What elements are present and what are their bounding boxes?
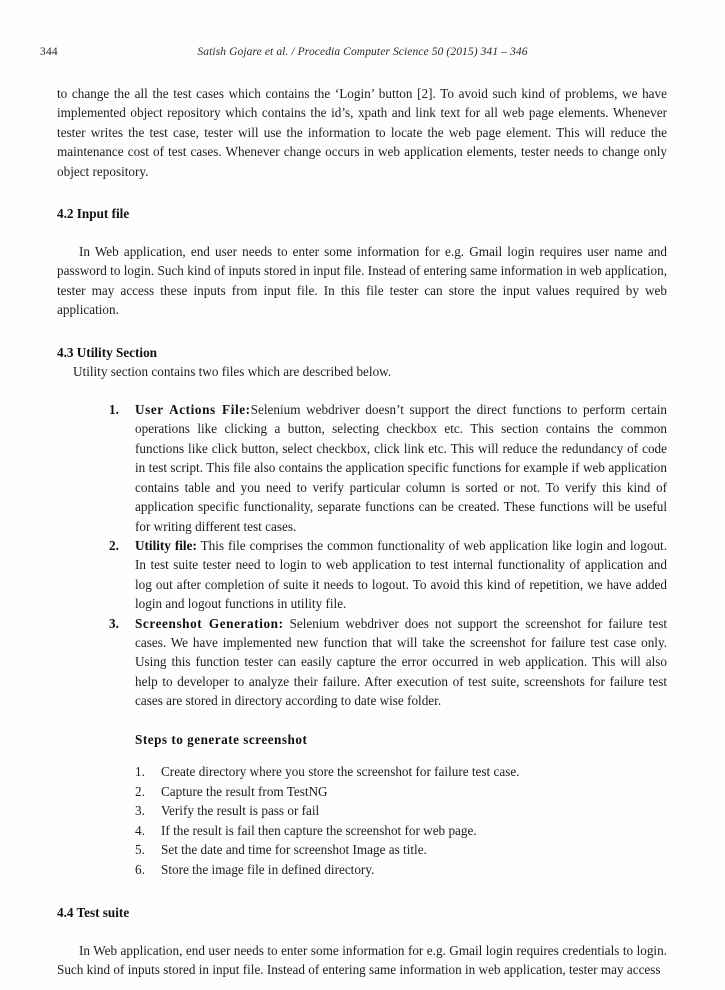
- list-item: [135, 840, 667, 860]
- paragraph-test-suite: In Web application, end user needs to enter some information for e.g. Gmail login requires credentials to login. Such kind of inputs stored in input file. Instead of entering same information in web application, tester may access: [57, 942, 667, 977]
- step-text: Verify the result is pass or fail: [161, 803, 320, 819]
- list-item: [135, 860, 667, 880]
- list-item-lead: User Actions File:: [135, 402, 251, 418]
- list-item: [135, 782, 667, 802]
- list-item: [135, 801, 667, 821]
- list-item: [135, 821, 667, 841]
- list-marker: 3.: [109, 615, 119, 631]
- step-text: Set the date and time for screenshot Image as title.: [161, 842, 427, 858]
- list-item: [57, 400, 667, 536]
- heading-utility-section: 4.3 Utility Section: [57, 344, 157, 360]
- steps-list: [135, 762, 667, 880]
- step-number: 6.: [135, 861, 145, 877]
- spacer: [57, 922, 667, 941]
- step-number: 3.: [135, 803, 145, 819]
- list-item-lead: Screenshot Generation:: [135, 615, 284, 631]
- steps-title: Steps to generate screenshot: [135, 731, 308, 747]
- spacer: [57, 181, 667, 205]
- step-text: Capture the result from TestNG: [161, 783, 328, 799]
- text-column: [57, 84, 667, 979]
- step-number: 2.: [135, 783, 145, 799]
- step-number: 4.: [135, 822, 145, 838]
- spacer: [57, 711, 667, 730]
- list-item-text: Selenium webdriver does not support the screenshot for failure test cases. We have implemented new function that will take the screenshot for failure test case only. Using this function tester can easily capture the error occurred in web application. This will also help to developer to analyze their failure. After execution of test suite, screenshots for failure test cases are stored in directory according to date wise folder.: [135, 615, 667, 709]
- list-item-text: Selenium webdriver doesn’t support the direct functions to perform certain operations like clicking a button, selecting checkbox etc. This section contains the common functions like click button, select checkbox, click link etc. This will reduce the redundancy of code in test script. This file also contains the application specific functions for example if web application contains table and you need to verify particular column is sorted or not. To verify this kind of application specific functionality, separate functions can be created. These functions will be useful for writing different test cases.: [135, 402, 667, 534]
- list-item: [57, 614, 667, 711]
- step-text: Create directory where you store the screenshot for failure test case.: [161, 763, 520, 779]
- spacer: [57, 320, 667, 344]
- running-head: [40, 46, 685, 62]
- list-item: [57, 536, 667, 614]
- list-item-text: This file comprises the common functionality of web application like login and logout. In test suite tester need to login to web application to test internal functionality of application and log out after completion of suite it needs to logout. To avoid this kind of repetition, we have added login and logout functions in utility file.: [135, 537, 667, 612]
- step-number: 1.: [135, 763, 145, 779]
- step-text: If the result is fail then capture the screenshot for web page.: [161, 822, 477, 838]
- opening-paragraph: to change the all the test cases which contains the ‘Login’ button [2]. To avoid such kind of problems, we have implemented object repository which contains the id’s, xpath and link text for all web page elements. Whenever tester writes the test case, tester will use the information to locate the web page element. This will reduce the maintenance cost of test cases. Whenever change occurs in web application elements, tester needs to change only object repository.: [57, 86, 667, 179]
- utility-files-list: [57, 400, 667, 711]
- heading-test-suite: 4.4 Test suite: [57, 904, 130, 920]
- steps-block: [57, 730, 667, 880]
- spacer: [57, 880, 667, 904]
- spacer: [57, 381, 667, 400]
- paragraph-input-file: In Web application, end user needs to enter some information for e.g. Gmail login requires user name and password to login. Such kind of inputs stored in input file. Instead of entering same information in web application, tester may access these inputs from input file. In this file tester can store the input values required by web application.: [57, 244, 667, 318]
- header-citation: Satish Gojare et al. / Procedia Computer Science 50 (2015) 341 – 346: [197, 46, 528, 58]
- spacer: [135, 749, 667, 762]
- step-text: Store the image file in defined directory.: [161, 861, 375, 877]
- paragraph-utility-intro: Utility section contains two files which are described below.: [73, 363, 392, 379]
- spacer: [57, 223, 667, 242]
- heading-input-file: 4.2 Input file: [57, 206, 130, 222]
- list-item: [135, 762, 667, 782]
- list-marker: 2.: [109, 537, 119, 553]
- page-number: 344: [40, 46, 58, 58]
- step-number: 5.: [135, 842, 145, 858]
- list-item-lead: Utility file:: [135, 537, 197, 553]
- list-marker: 1.: [109, 402, 119, 418]
